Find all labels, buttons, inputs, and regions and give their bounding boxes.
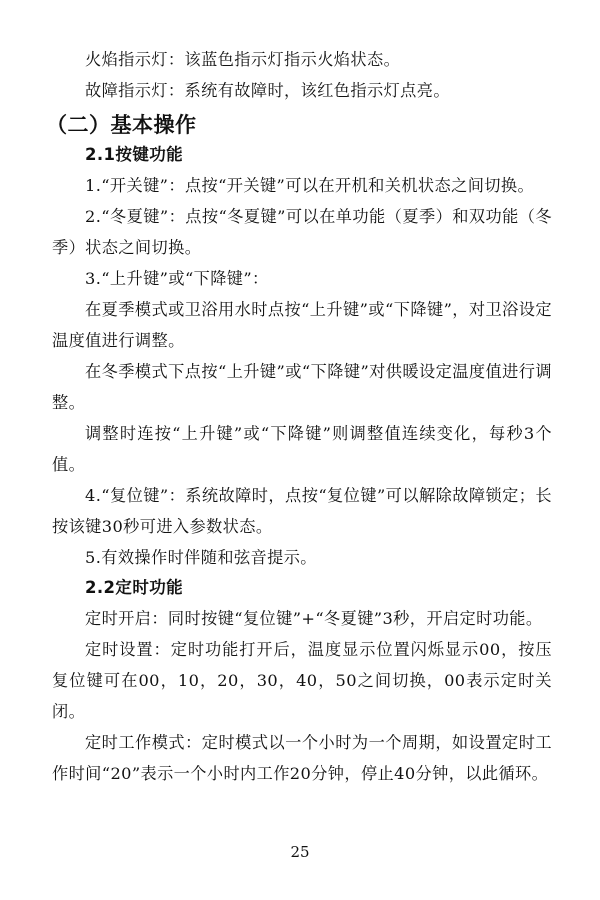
timer-item-enable: 定时开启：同时按键“复位键”+“冬夏键”3秒，开启定时功能。 xyxy=(85,609,543,628)
key-item-updown-winter: 在冬季模式下点按“上升键”或“下降键”对供暖设定温度值进行调整。 xyxy=(52,362,552,412)
key-item-updown-summer: 在夏季模式或卫浴用水时点按“上升键”或“下降键”，对卫浴设定温度值进行调整。 xyxy=(52,300,552,350)
page-content xyxy=(46,44,552,789)
flame-indicator-text: 火焰指示灯：该蓝色指示灯指示火焰状态。 xyxy=(85,50,401,69)
timer-item-mode: 定时工作模式：定时模式以一个小时为一个周期，如设置定时工作时间“20”表示一个小时内工作20分钟，停止40分钟，以此循环。 xyxy=(52,733,552,783)
key-item-power: 1.“开关键”：点按“开关键”可以在开机和关机状态之间切换。 xyxy=(85,176,535,195)
subsection-title-keys: 2.1按键功能 xyxy=(85,145,184,164)
key-item-reset: 4.“复位键”：系统故障时，点按“复位键”可以解除故障锁定；长按该键30秒可进入参数状态。 xyxy=(52,486,552,536)
timer-item-setting: 定时设置：定时功能打开后，温度显示位置闪烁显示00，按压复位键可在00，10，20，30，40，50之间切换，00表示定时关闭。 xyxy=(52,640,552,721)
key-item-chime: 5.有效操作时伴随和弦音提示。 xyxy=(85,548,317,567)
key-item-updown: 3.“上升键”或“下降键”： xyxy=(85,269,269,288)
fault-indicator-text: 故障指示灯：系统有故障时，该红色指示灯点亮。 xyxy=(85,81,450,100)
page-number: 25 xyxy=(290,843,310,861)
subsection-title-timer: 2.2定时功能 xyxy=(85,578,184,597)
section-title: （二）基本操作 xyxy=(46,113,197,137)
key-item-updown-continuous: 调整时连按“上升键”或“下降键”则调整值连续变化，每秒3个值。 xyxy=(52,424,552,474)
key-item-season: 2.“冬夏键”：点按“冬夏键”可以在单功能（夏季）和双功能（冬季）状态之间切换。 xyxy=(52,207,552,257)
